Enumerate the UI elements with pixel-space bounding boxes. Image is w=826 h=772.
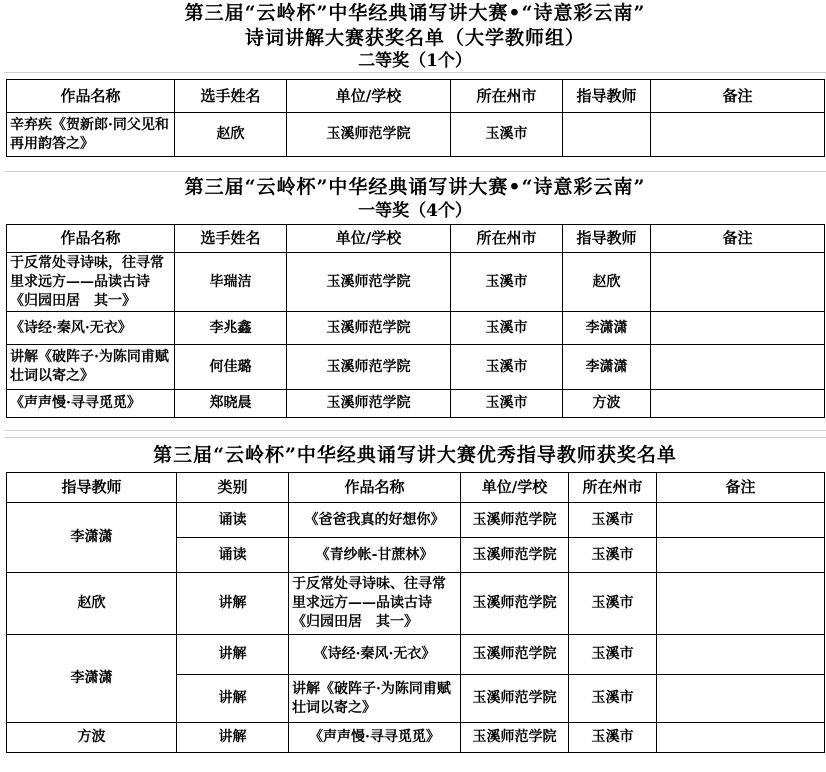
category-cell[interactable]: 诵读 (177, 538, 289, 573)
work-title-cell[interactable]: 《爸爸我真的好想你》 (289, 503, 461, 538)
remark-cell[interactable] (651, 390, 825, 418)
advisor-cell[interactable]: 李潇潇 (563, 345, 651, 390)
section2-header-row (7, 225, 825, 253)
contestant-cell[interactable]: 毕瑞洁 (175, 253, 287, 312)
header-cell: 作品名称 (289, 473, 461, 503)
work-title-cell[interactable]: 《青纱帐-甘蔗林》 (289, 538, 461, 573)
spacer-row (4, 157, 826, 172)
category-cell[interactable]: 诵读 (177, 503, 289, 538)
remark-cell[interactable] (651, 113, 825, 157)
header-cell: 所在州市 (451, 225, 563, 253)
table-row (7, 390, 825, 418)
advisor-cell[interactable] (563, 113, 651, 157)
header-cell: 选手姓名 (175, 225, 287, 253)
city-cell[interactable]: 玉溪市 (569, 635, 657, 675)
section2-title: 第三届“云岭杯”中华经典诵写讲大赛•“诗意彩云南” (184, 176, 646, 198)
section3-table (6, 472, 825, 753)
header-cell: 作品名称 (7, 80, 175, 113)
header-cell: 指导教师 (7, 473, 177, 503)
section3-title: 第三届“云岭杯”中华经典诵写讲大赛优秀指导教师获奖名单 (153, 444, 677, 466)
header-cell: 单位/学校 (287, 80, 451, 113)
header-cell: 选手姓名 (175, 80, 287, 113)
header-cell: 指导教师 (563, 80, 651, 113)
section1-header-row (7, 80, 825, 113)
remark-cell[interactable] (657, 538, 825, 573)
table-row (7, 345, 825, 390)
advisor-cell[interactable]: 李潇潇 (7, 503, 177, 573)
school-cell[interactable]: 玉溪师范学院 (287, 390, 451, 418)
section1-subtitle: 诗词讲解大赛获奖名单（大学教师组） (244, 27, 585, 49)
section1-award: 二等奖（1个） (4, 50, 826, 73)
contestant-cell[interactable]: 何佳璐 (175, 345, 287, 390)
category-cell[interactable]: 讲解 (177, 723, 289, 753)
city-cell[interactable]: 玉溪市 (569, 538, 657, 573)
header-cell: 单位/学校 (287, 225, 451, 253)
work-title-cell[interactable]: 《诗经·秦风·无衣》 (7, 312, 175, 345)
table-row (7, 312, 825, 345)
remark-cell[interactable] (651, 345, 825, 390)
section1-title: 第三届“云岭杯”中华经典诵写讲大赛•“诗意彩云南” (184, 2, 646, 24)
category-cell[interactable]: 讲解 (177, 675, 289, 723)
header-cell: 备注 (651, 80, 825, 113)
work-title-cell[interactable]: 《声声慢·寻寻觅觅》 (289, 723, 461, 753)
header-cell: 单位/学校 (461, 473, 569, 503)
city-cell[interactable]: 玉溪市 (569, 675, 657, 723)
header-cell: 作品名称 (7, 225, 175, 253)
remark-cell[interactable] (657, 503, 825, 538)
header-cell: 所在州市 (569, 473, 657, 503)
category-cell[interactable]: 讲解 (177, 635, 289, 675)
header-cell: 类别 (177, 473, 289, 503)
school-cell[interactable]: 玉溪师范学院 (287, 113, 451, 157)
table-row (7, 113, 825, 157)
section1-table (6, 79, 825, 157)
advisor-cell[interactable]: 赵欣 (563, 253, 651, 312)
school-cell[interactable]: 玉溪师范学院 (461, 675, 569, 723)
category-cell[interactable]: 讲解 (177, 573, 289, 635)
city-cell[interactable]: 玉溪市 (451, 390, 563, 418)
section2-table (6, 224, 825, 418)
section3-header-row (7, 473, 825, 503)
work-title-cell[interactable]: 讲解《破阵子·为陈同甫赋壮词以寄之》 (7, 345, 175, 390)
work-title-cell[interactable]: 《诗经·秦风·无衣》 (289, 635, 461, 675)
school-cell[interactable]: 玉溪师范学院 (461, 503, 569, 538)
work-title-cell[interactable]: 讲解《破阵子·为陈同甫赋壮词以寄之》 (289, 675, 461, 723)
spacer-row (4, 431, 826, 438)
city-cell[interactable]: 玉溪市 (451, 253, 563, 312)
table-row (7, 253, 825, 312)
advisor-cell[interactable]: 李潇潇 (7, 635, 177, 723)
header-cell: 所在州市 (451, 80, 563, 113)
city-cell[interactable]: 玉溪市 (451, 345, 563, 390)
city-cell[interactable]: 玉溪市 (569, 573, 657, 635)
city-cell[interactable]: 玉溪市 (451, 312, 563, 345)
header-cell: 备注 (657, 473, 825, 503)
work-title-cell[interactable]: 《声声慢·寻寻觅觅》 (7, 390, 175, 418)
remark-cell[interactable] (651, 312, 825, 345)
advisor-cell[interactable]: 方波 (563, 390, 651, 418)
advisor-cell[interactable]: 赵欣 (7, 573, 177, 635)
table-row (7, 723, 825, 753)
school-cell[interactable]: 玉溪师范学院 (287, 345, 451, 390)
contestant-cell[interactable]: 郑晓晨 (175, 390, 287, 418)
city-cell[interactable]: 玉溪市 (451, 113, 563, 157)
remark-cell[interactable] (657, 723, 825, 753)
header-cell: 指导教师 (563, 225, 651, 253)
school-cell[interactable]: 玉溪师范学院 (461, 635, 569, 675)
school-cell[interactable]: 玉溪师范学院 (287, 253, 451, 312)
contestant-cell[interactable]: 赵欣 (175, 113, 287, 157)
table-row (7, 573, 825, 635)
work-title-cell[interactable]: 于反常处寻诗味、往寻常里求远方——品读古诗《归园田居 其一》 (289, 573, 461, 635)
advisor-cell[interactable]: 方波 (7, 723, 177, 753)
section2-award: 一等奖（4个） (358, 201, 472, 221)
table-row (7, 503, 825, 538)
remark-cell[interactable] (657, 635, 825, 675)
city-cell[interactable]: 玉溪市 (569, 503, 657, 538)
header-cell: 备注 (651, 225, 825, 253)
spacer-row (4, 418, 826, 431)
spreadsheet-sheet (4, 0, 826, 753)
advisor-cell[interactable]: 李潇潇 (563, 312, 651, 345)
school-cell[interactable]: 玉溪师范学院 (461, 573, 569, 635)
school-cell[interactable]: 玉溪师范学院 (287, 312, 451, 345)
work-title-cell[interactable]: 辛弃疾《贺新郎·同父见和再用韵答之》 (7, 113, 175, 157)
school-cell[interactable]: 玉溪师范学院 (461, 723, 569, 753)
school-cell[interactable]: 玉溪师范学院 (461, 538, 569, 573)
city-cell[interactable]: 玉溪市 (569, 723, 657, 753)
contestant-cell[interactable]: 李兆鑫 (175, 312, 287, 345)
work-title-cell[interactable]: 于反常处寻诗味，往寻常里求远方——品读古诗《归园田居 其一》 (7, 253, 175, 312)
table-row (7, 635, 825, 675)
remark-cell[interactable] (657, 573, 825, 635)
remark-cell[interactable] (651, 253, 825, 312)
remark-cell[interactable] (657, 675, 825, 723)
